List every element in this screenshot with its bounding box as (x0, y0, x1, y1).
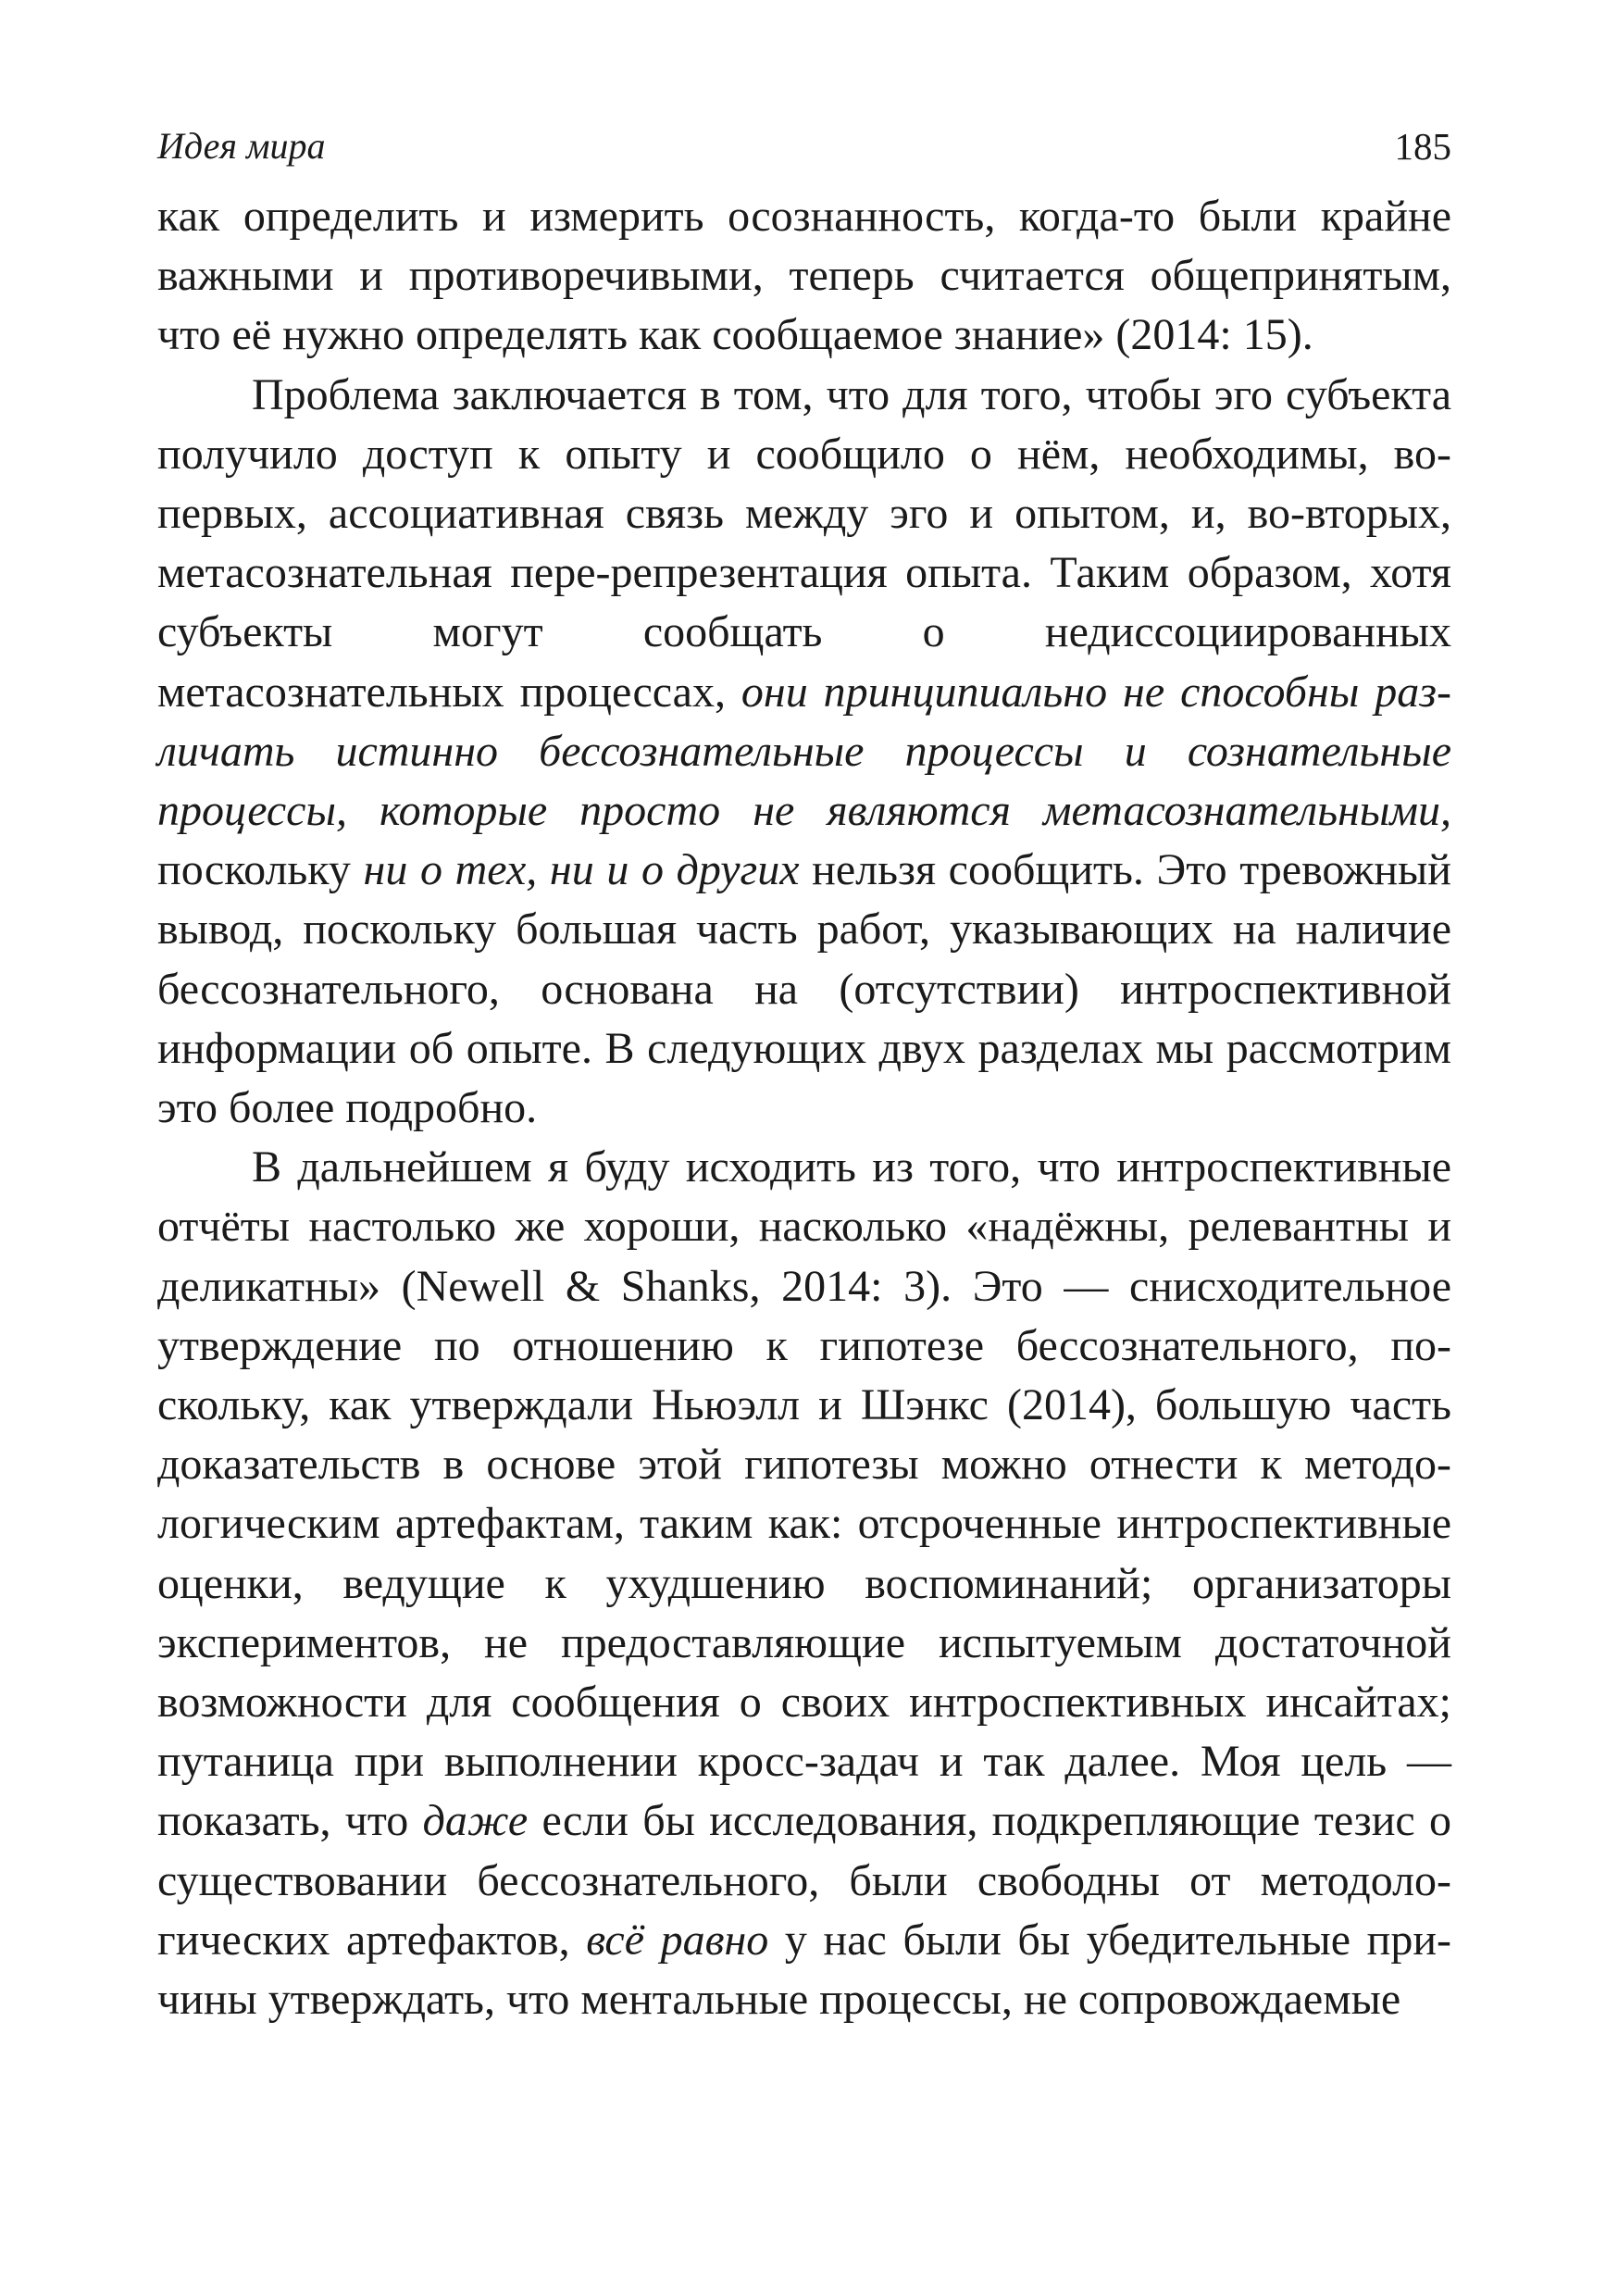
paragraph-text: поскольку (157, 845, 364, 895)
running-head (157, 119, 1451, 174)
emphasis-text: всё равно (586, 1915, 769, 1965)
body-text (157, 187, 1451, 2029)
paragraph-text: если бы исследования, подкрепляющие тезис о существовании бессознательного, были свободны от методологических артефактов, (157, 1796, 1451, 1965)
paragraph-text: Проблема заключается в том, что для того, чтобы эго субъекта получило доступ к опыту и сообщило о нём, необходимы, во-первых, ассоциативная связь между эго и опытом, и, во-вторых, метасознательная пере-репрезентация опыта. Таким образом, хотя субъекты могут сообщать о недиссоциированных метасознательных процессах, (157, 369, 1451, 717)
paragraph-text: нельзя сообщить. Это тревожный вывод, поскольку большая часть работ, указывающих на наличие бессознательного, основана на (отсутствии) интроспективной информации об опыте. В следующих двух разделах мы рассмотрим это более подробно. (157, 845, 1451, 1133)
emphasis-text: ни о тех, ни и о других (363, 845, 800, 895)
paragraph (157, 366, 1451, 1139)
paragraph-text: у нас были бы убедительные причины утверждать, что ментальные процессы, не сопровождаемые (157, 1915, 1451, 2025)
paragraph (157, 1138, 1451, 2029)
emphasis-text: даже (422, 1796, 529, 1846)
paragraph-text: как определить и измерить осознанность, когда-то были крайне важными и противоречивыми, теперь считается общепринятым, что её нужно определять как сообщаемое знание» (2014: 15). (157, 192, 1451, 360)
paragraph-text: В дальнейшем я буду исходить из того, что интроспективные отчёты настолько же хороши, насколько «надёжны, релевантны и деликатны» (Newell & Shanks, 2014: 3). Это — снисходительное утверждение по отношению к гипотезе бессознательного, поскольку, как утверждали Ньюэлл и Шэнкс (2014), большую часть доказательств в основе этой гипотезы можно отнести к методологическим артефактам, таким как: отсроченные интроспективные оценки, ведущие к ухудшению воспоминаний; организаторы экспериментов, не предоставляющие испытуемым достаточной возможности для сообщения о своих интроспективных инсайтах; путаница при выполнении кросс-задач и так далее. Моя цель — показать, что (157, 1142, 1451, 1846)
running-title: Идея мира (157, 125, 326, 167)
paragraph (157, 187, 1451, 366)
page-number: 185 (1394, 125, 1451, 168)
emphasis-text: они принципиально не способны различать истинно бессознательные процессы и сознательные процессы, которые просто не являются метасознательными, (157, 667, 1451, 836)
